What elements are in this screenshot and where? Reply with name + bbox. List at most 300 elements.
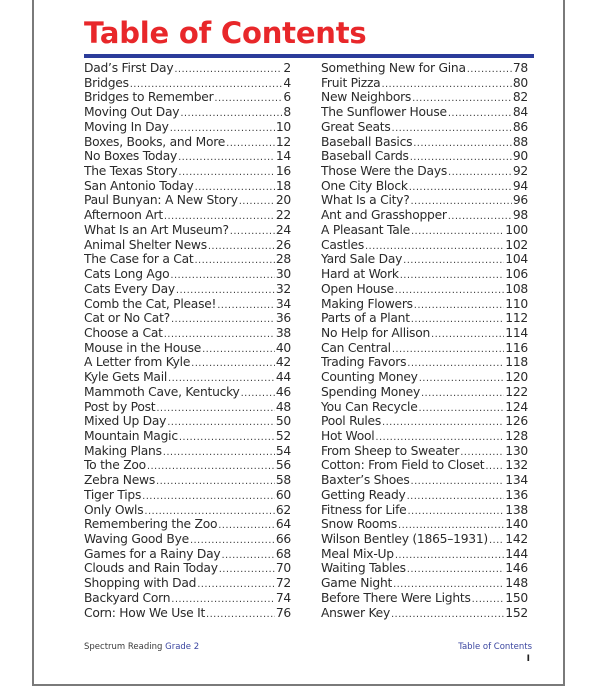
dot-leader [178, 151, 275, 164]
dot-leader [392, 122, 512, 135]
toc-entry-page: 32 [275, 281, 291, 296]
toc-entry[interactable] [321, 547, 528, 562]
toc-entry-page: 6 [283, 90, 291, 105]
toc-entry-page: 90 [512, 149, 528, 164]
toc-entry[interactable] [321, 164, 528, 179]
toc-entry-title: Baseball Cards [321, 149, 409, 164]
toc-entry-title: Paul Bunyan: A New Story [84, 193, 238, 208]
toc-entry-page: 72 [275, 576, 291, 591]
toc-entry-page: 2 [283, 61, 291, 75]
toc-entry[interactable] [84, 282, 291, 297]
toc-entry[interactable] [84, 238, 291, 253]
dot-leader [411, 313, 504, 326]
toc-entry-title: Mixed Up Day [84, 414, 167, 429]
toc-entry-title: Shopping with Dad [84, 576, 197, 591]
toc-entry-title: Getting Ready [321, 487, 406, 502]
toc-entry-title: From Sheep to Sweater [321, 443, 460, 458]
dot-leader [230, 225, 275, 238]
toc-entry[interactable] [84, 591, 291, 606]
toc-entry-title: Pool Rules [321, 414, 382, 429]
dot-leader [142, 490, 275, 503]
toc-entry-title: Post by Post [84, 399, 156, 414]
toc-entry-page: 134 [505, 473, 528, 488]
toc-entry-page: 84 [512, 105, 528, 120]
toc-entry-page: 8 [283, 105, 291, 120]
toc-entry-page: 62 [275, 502, 291, 517]
toc-entry-title: Clouds and Rain Today [84, 561, 218, 576]
toc-entry-page: 10 [275, 119, 291, 134]
toc-entry-page: 94 [512, 178, 528, 193]
dot-leader [419, 372, 505, 385]
toc-entry-title: Cotton: From Field to Closet [321, 458, 485, 473]
dot-leader [398, 519, 504, 532]
toc-entry[interactable] [84, 532, 291, 547]
dot-leader [413, 137, 512, 150]
toc-entry[interactable] [321, 223, 528, 238]
footer-grade: Grade 2 [165, 642, 200, 652]
dot-leader [407, 505, 504, 518]
toc-entry-page: 138 [505, 502, 528, 517]
toc-entry-page: 136 [505, 487, 528, 502]
toc-entry-title: Cat or No Cat? [84, 311, 170, 326]
toc-entry-page: 30 [275, 267, 291, 282]
toc-entry-page: 112 [505, 311, 528, 326]
toc-entry-page: 140 [505, 517, 528, 532]
toc-entry-title: Waving Good Bye [84, 532, 189, 546]
dot-leader [382, 416, 504, 429]
toc-entry-title: Those Were the Days [321, 164, 448, 179]
dot-leader [179, 431, 275, 444]
toc-entry-page: 150 [505, 590, 528, 605]
dot-leader [448, 210, 512, 223]
page-number: I [526, 654, 530, 664]
toc-entry-page: 106 [505, 267, 528, 282]
dot-leader [403, 254, 504, 267]
dot-leader [171, 593, 275, 606]
toc-entry-title: Corn: How We Use It [84, 605, 206, 620]
document-page [32, 0, 565, 686]
toc-entry-page: 46 [275, 384, 291, 399]
toc-entry-title: No Help for Allison [321, 325, 431, 340]
toc-entry-page: 76 [275, 605, 291, 620]
toc-entry-title: Answer Key [321, 605, 390, 620]
toc-entry-title: The Sunflower House [321, 105, 447, 120]
toc-entry-page: 54 [275, 443, 291, 458]
toc-entry-title: Mammoth Cave, Kentucky [84, 384, 240, 399]
toc-entry-page: 114 [505, 325, 528, 340]
dot-leader [156, 402, 274, 415]
toc-entry[interactable] [84, 208, 291, 223]
dot-leader [208, 240, 275, 253]
toc-entry-title: To the Zoo [84, 458, 146, 473]
toc-entry[interactable] [321, 429, 528, 444]
toc-entry-page: 42 [275, 355, 291, 370]
toc-entry-page: 74 [275, 590, 291, 605]
toc-entry-title: Dad’s First Day [84, 61, 174, 75]
dot-leader [197, 578, 275, 591]
toc-entry[interactable] [84, 429, 291, 444]
toc-entry-page: 146 [505, 561, 528, 576]
dot-leader [167, 416, 275, 429]
toc-entry[interactable] [321, 458, 528, 473]
dot-leader [395, 549, 504, 562]
dot-leader [164, 328, 275, 341]
toc-entry[interactable] [84, 341, 291, 356]
toc-entry-title: Meal Mix-Up [321, 546, 394, 561]
toc-entry[interactable] [321, 355, 528, 370]
dot-leader [365, 240, 504, 253]
toc-entry-page: 14 [275, 149, 291, 164]
toc-entry-page: 108 [505, 281, 528, 296]
toc-entry[interactable] [321, 473, 528, 488]
toc-entry-page: 88 [512, 134, 528, 149]
dot-leader [217, 299, 275, 312]
toc-entry[interactable] [84, 267, 291, 282]
dot-leader [409, 181, 512, 194]
dot-leader [431, 328, 504, 341]
toc-entry-title: Afternoon Art [84, 208, 163, 223]
toc-entry-title: Hard at Work [321, 267, 399, 282]
toc-entry-title: Trading Favors [321, 355, 407, 370]
page-title: Table of Contents [84, 16, 367, 50]
dot-leader [195, 181, 275, 194]
dot-leader [178, 166, 274, 179]
toc-entry-title: Waiting Tables [321, 561, 406, 576]
toc-entry-page: 38 [275, 325, 291, 340]
dot-leader [163, 446, 275, 459]
toc-entry[interactable] [321, 561, 528, 576]
dot-leader [375, 431, 504, 444]
toc-entry-page: 100 [505, 222, 528, 237]
dot-leader [241, 387, 275, 400]
dot-leader [218, 519, 275, 532]
toc-entry[interactable] [321, 120, 528, 135]
toc-entry-title: Spending Money [321, 384, 420, 399]
toc-entry-title: Moving In Day [84, 119, 169, 134]
toc-entry[interactable] [321, 238, 528, 253]
toc-entry-page: 142 [505, 532, 528, 546]
toc-entry[interactable] [321, 252, 528, 267]
toc-entry[interactable] [321, 370, 528, 385]
toc-entry[interactable] [84, 252, 291, 267]
toc-entry-page: 48 [275, 399, 291, 414]
toc-entry[interactable] [321, 385, 528, 400]
toc-entry-page: 118 [505, 355, 528, 370]
toc-entry[interactable] [321, 179, 528, 194]
toc-entry[interactable] [84, 223, 291, 238]
toc-entry[interactable] [84, 561, 291, 576]
toc-entry-page: 20 [275, 193, 291, 208]
dot-leader [395, 284, 504, 297]
toc-entry[interactable] [321, 135, 528, 150]
dot-leader [144, 505, 274, 518]
toc-entry[interactable] [321, 76, 528, 91]
toc-entry-title: Making Flowers [321, 296, 413, 311]
dot-leader [485, 460, 504, 473]
dot-leader [419, 402, 505, 415]
toc-entry[interactable] [84, 76, 291, 91]
toc-entry-title: Game Night [321, 576, 393, 591]
toc-entry-title: Making Plans [84, 443, 162, 458]
toc-entry[interactable] [84, 414, 291, 429]
toc-entry[interactable] [84, 400, 291, 415]
toc-entry-title: Castles [321, 237, 364, 252]
toc-entry[interactable] [84, 473, 291, 488]
toc-entry[interactable] [84, 105, 291, 120]
toc-entry-title: Tiger Tips [84, 487, 142, 502]
toc-entry-page: 66 [275, 532, 291, 546]
toc-column-left [84, 61, 291, 620]
toc-entry[interactable] [84, 517, 291, 532]
toc-entry-title: Mountain Magic [84, 428, 178, 443]
toc-entry-title: No Boxes Today [84, 149, 178, 164]
toc-entry-title: Baseball Basics [321, 134, 413, 149]
toc-entry-page: 96 [512, 193, 528, 208]
toc-entry[interactable] [84, 606, 291, 621]
toc-entry-title: The Case for a Cat [84, 252, 194, 267]
toc-entry-title: Backyard Corn [84, 590, 171, 605]
toc-entry-title: One City Block [321, 178, 408, 193]
dot-leader [206, 608, 275, 621]
dot-leader [221, 549, 274, 562]
toc-entry-page: 52 [275, 428, 291, 443]
title-divider [84, 54, 534, 58]
toc-entry[interactable] [321, 61, 528, 76]
toc-entry-title: Cats Every Day [84, 281, 175, 296]
toc-entry-page: 110 [505, 296, 528, 311]
dot-leader [147, 460, 275, 473]
toc-entry-page: 102 [505, 237, 528, 252]
toc-entry-title: Before There Were Lights [321, 590, 471, 605]
toc-entry-page: 78 [512, 61, 528, 75]
toc-entry[interactable] [321, 414, 528, 429]
toc-entry-title: Yard Sale Day [321, 252, 403, 267]
toc-entry-page: 34 [275, 296, 291, 311]
toc-entry[interactable] [84, 135, 291, 150]
toc-entry-title: Parts of a Plant [321, 311, 410, 326]
toc-entry-page: 86 [512, 119, 528, 134]
toc-entry[interactable] [84, 503, 291, 518]
dot-leader [392, 343, 504, 356]
dot-leader [411, 475, 505, 488]
toc-entry-title: Fruit Pizza [321, 75, 381, 90]
toc-entry-title: Wilson Bentley (1865–1931) [321, 532, 488, 546]
toc-entry[interactable] [321, 517, 528, 532]
dot-leader [174, 63, 282, 76]
toc-entry-page: 152 [505, 605, 528, 620]
toc-entry-title: A Letter from Kyle [84, 355, 191, 370]
toc-entry[interactable] [321, 282, 528, 297]
toc-entry[interactable] [84, 458, 291, 473]
toc-entry-page: 68 [275, 546, 291, 561]
dot-leader [400, 269, 505, 282]
toc-entry-page: 4 [283, 75, 291, 90]
toc-entry[interactable] [84, 385, 291, 400]
toc-entry[interactable] [321, 606, 528, 621]
dot-leader [467, 63, 512, 76]
toc-entry-page: 122 [505, 384, 528, 399]
toc-entry-title: Hot Wool [321, 428, 375, 443]
toc-entry-title: Bridges [84, 75, 129, 90]
toc-entry[interactable] [84, 164, 291, 179]
dot-leader [407, 490, 505, 503]
toc-entry[interactable] [321, 488, 528, 503]
toc-entry-page: 148 [505, 576, 528, 591]
dot-leader [170, 122, 275, 135]
toc-entry[interactable] [321, 297, 528, 312]
toc-entry-title: Mouse in the House [84, 340, 202, 355]
toc-entry[interactable] [321, 532, 528, 547]
dot-leader [171, 313, 275, 326]
toc-entry[interactable] [321, 90, 528, 105]
dot-leader [421, 387, 504, 400]
toc-entry-title: What Is a City? [321, 193, 410, 208]
toc-entry-title: Baxter’s Shoes [321, 473, 410, 488]
toc-entry-page: 28 [275, 252, 291, 267]
dot-leader [170, 269, 274, 282]
dot-leader [391, 608, 504, 621]
toc-entry-page: 80 [512, 75, 528, 90]
toc-entry-page: 130 [505, 443, 528, 458]
toc-entry-page: 128 [505, 428, 528, 443]
toc-entry[interactable] [321, 444, 528, 459]
dot-leader [489, 534, 504, 547]
dot-leader [393, 578, 504, 591]
toc-entry[interactable] [84, 355, 291, 370]
footer-section: Table of Contents [458, 642, 532, 652]
toc-entry-title: Something New for Gina [321, 61, 466, 75]
toc-entry-page: 116 [505, 340, 528, 355]
dot-leader [168, 372, 275, 385]
toc-entry-page: 18 [275, 178, 291, 193]
toc-entry-page: 70 [275, 561, 291, 576]
toc-entry-title: Animal Shelter News [84, 237, 207, 252]
toc-entry-title: Kyle Gets Mail [84, 370, 168, 385]
dot-leader [414, 299, 504, 312]
toc-column-right [321, 61, 528, 620]
toc-entry[interactable] [321, 208, 528, 223]
dot-leader [130, 78, 283, 91]
toc-entry-page: 120 [505, 370, 528, 385]
toc-entry[interactable] [84, 311, 291, 326]
dot-leader [410, 151, 512, 164]
toc-entry[interactable] [321, 326, 528, 341]
toc-entry-title: New Neighbors [321, 90, 412, 105]
toc-entry-title: Boxes, Books, and More [84, 134, 226, 149]
toc-entry[interactable] [84, 193, 291, 208]
toc-entry-page: 98 [512, 208, 528, 223]
toc-entry-page: 56 [275, 458, 291, 473]
toc-entry[interactable] [321, 503, 528, 518]
toc-entry[interactable] [321, 105, 528, 120]
toc-entry-title: Bridges to Remember [84, 90, 214, 105]
dot-leader [410, 195, 511, 208]
toc-entry-page: 50 [275, 414, 291, 429]
toc-entry-title: A Pleasant Tale [321, 222, 410, 237]
toc-entry-title: Only Owls [84, 502, 144, 517]
toc-entry[interactable] [84, 547, 291, 562]
dot-leader [180, 107, 282, 120]
toc-entry[interactable] [84, 149, 291, 164]
toc-entry[interactable] [321, 591, 528, 606]
dot-leader [164, 210, 275, 223]
toc-entry-page: 132 [505, 458, 528, 473]
toc-entry-title: Counting Money [321, 370, 418, 385]
toc-entry-page: 22 [275, 208, 291, 223]
toc-entry-title: Can Central [321, 340, 391, 355]
toc-entry-title: The Texas Story [84, 164, 178, 179]
toc-entry-title: San Antonio Today [84, 178, 194, 193]
toc-entry-page: 24 [275, 222, 291, 237]
toc-entry-page: 60 [275, 487, 291, 502]
toc-entry-title: Remembering the Zoo [84, 517, 218, 532]
dot-leader [448, 107, 512, 120]
toc-entry-title: Great Seats [321, 119, 391, 134]
toc-entry-title: Fitness for Life [321, 502, 407, 517]
toc-entry[interactable] [84, 444, 291, 459]
dot-leader [190, 534, 275, 547]
toc-entry-page: 92 [512, 164, 528, 179]
toc-entry-title: Ant and Grasshopper [321, 208, 447, 223]
toc-entry-title: Comb the Cat, Please! [84, 296, 217, 311]
toc-entry-title: Games for a Rainy Day [84, 546, 221, 561]
toc-entry-page: 36 [275, 311, 291, 326]
dot-leader [239, 195, 275, 208]
toc-entry-page: 44 [275, 370, 291, 385]
toc-entry-page: 82 [512, 90, 528, 105]
toc-entry[interactable] [84, 90, 291, 105]
toc-entry-page: 58 [275, 473, 291, 488]
toc-entry[interactable] [84, 297, 291, 312]
toc-entry[interactable] [84, 179, 291, 194]
dot-leader [214, 92, 282, 105]
toc-entry[interactable] [321, 149, 528, 164]
toc-entry-title: You Can Recycle [321, 399, 418, 414]
toc-entry[interactable] [84, 488, 291, 503]
toc-entry[interactable] [84, 120, 291, 135]
toc-entry-title: Cats Long Ago [84, 267, 170, 282]
toc-entry-title: Zebra News [84, 473, 156, 488]
dot-leader [176, 284, 275, 297]
dot-leader [407, 563, 504, 576]
dot-leader [412, 92, 512, 105]
toc-entry[interactable] [84, 326, 291, 341]
toc-entry[interactable] [321, 576, 528, 591]
toc-entry[interactable] [84, 576, 291, 591]
toc-entry[interactable] [84, 61, 291, 76]
toc-entry[interactable] [84, 370, 291, 385]
toc-entry-page: 126 [505, 414, 528, 429]
toc-entry[interactable] [321, 341, 528, 356]
toc-entry-page: 16 [275, 164, 291, 179]
dot-leader [407, 357, 504, 370]
dot-leader [219, 563, 275, 576]
toc-entry-page: 104 [505, 252, 528, 267]
toc-entry-page: 64 [275, 517, 291, 532]
toc-entry-title: Moving Out Day [84, 105, 180, 120]
dot-leader [226, 137, 275, 150]
toc-entry-page: 12 [275, 134, 291, 149]
toc-entry[interactable] [321, 267, 528, 282]
footer-series [84, 642, 199, 652]
toc-entry-title: Snow Rooms [321, 517, 398, 532]
toc-entry-page: 26 [275, 237, 291, 252]
toc-entry[interactable] [321, 400, 528, 415]
toc-entry[interactable] [321, 311, 528, 326]
toc-entry[interactable] [321, 193, 528, 208]
toc-entry-page: 124 [505, 399, 528, 414]
toc-entry-page: 144 [505, 546, 528, 561]
